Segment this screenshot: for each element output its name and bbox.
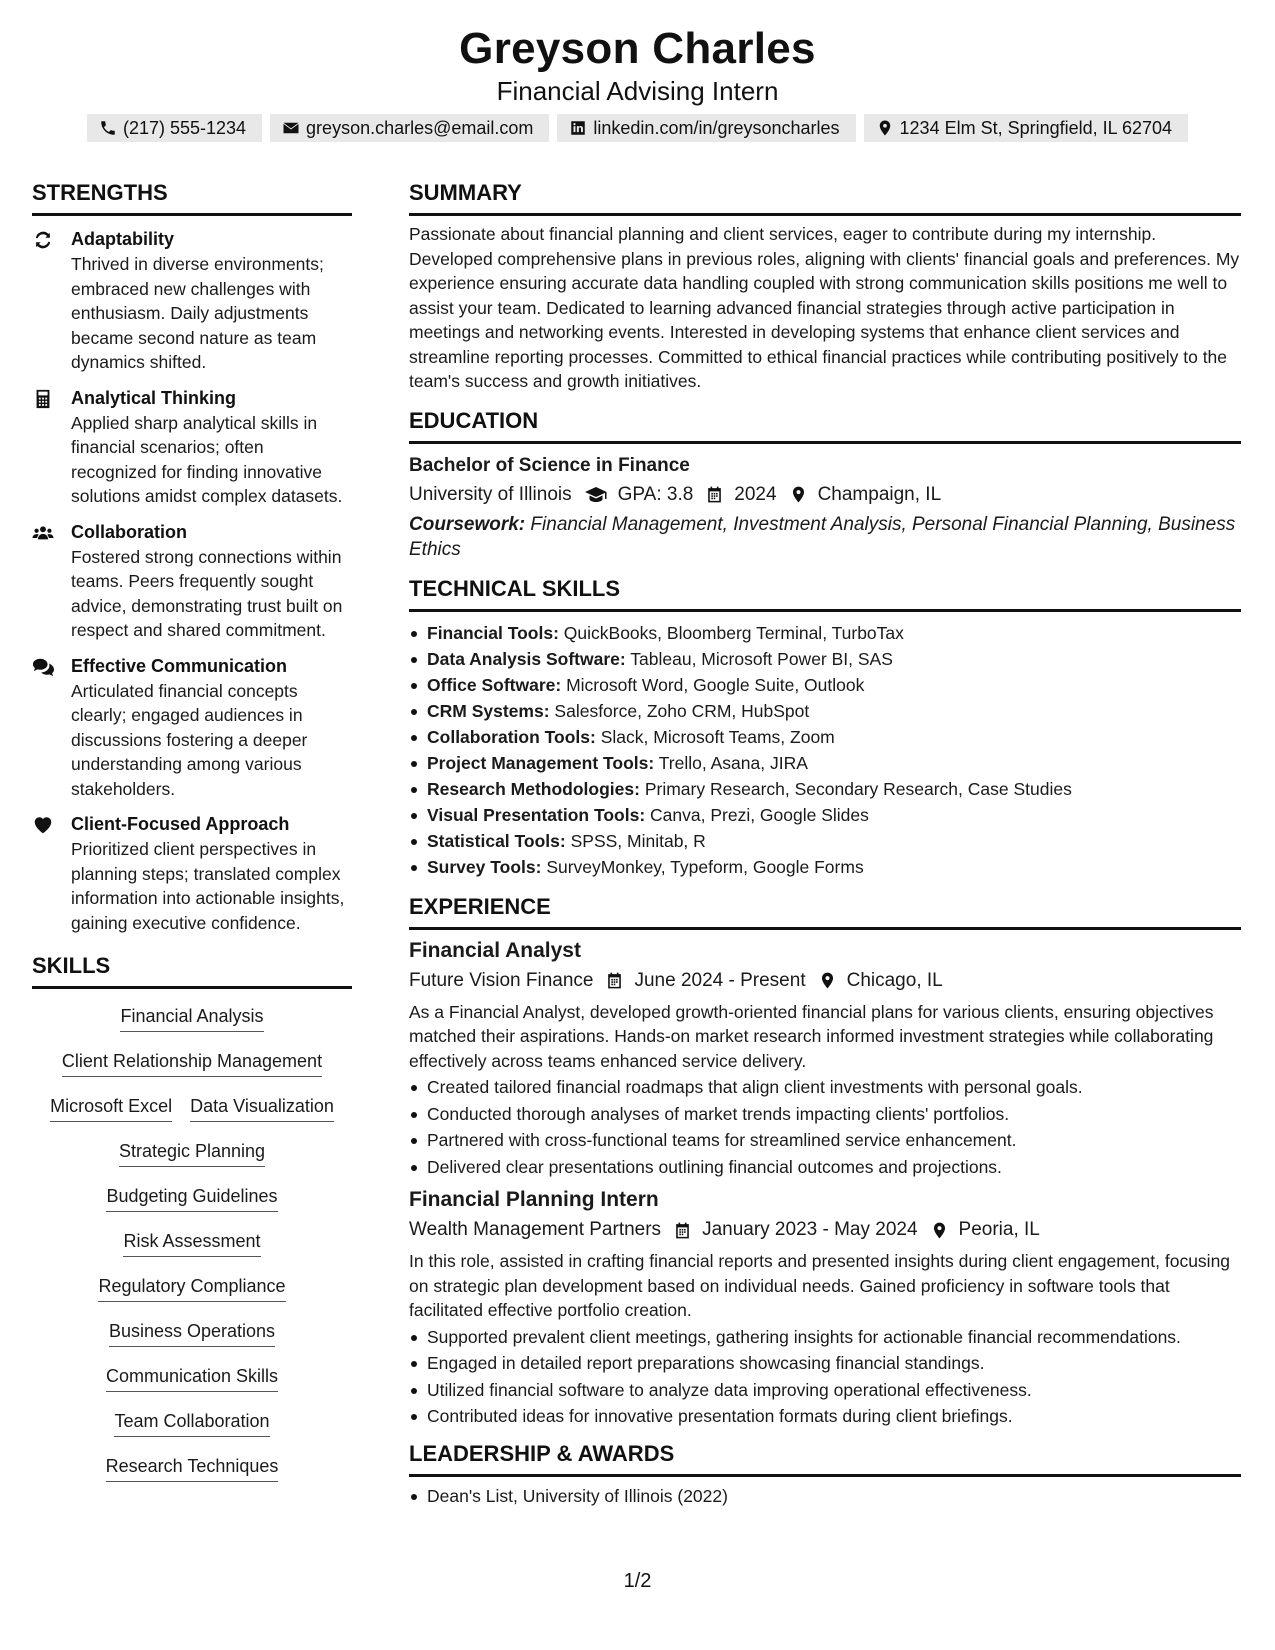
skill-values: Salesforce, Zoho CRM, HubSpot bbox=[554, 700, 810, 721]
skill-values: Tableau, Microsoft Power BI, SAS bbox=[630, 648, 893, 669]
skill-category: Collaboration Tools: bbox=[427, 726, 596, 747]
summary-text: Passionate about financial planning and client services, eager to contribute during my internship. Developed comprehensive plans in previous roles, aligning with clients' financial goals and preferences. My experience ensuring accurate data handling coupled with strong communication skills positions me well to assist your team. Dedicated to learning advanced financial strategies through active participation in meetings and networking events. Interested in developing systems that enhance client services and streamline reporting processes. Committed to ethical financial practices while contributing positively to the team's success and growth initiatives. bbox=[409, 224, 1240, 391]
contact-text: linkedin.com/in/greysoncharles bbox=[593, 117, 840, 138]
job-bullets bbox=[409, 1325, 1241, 1429]
list-item: Supported prevalent client meetings, gathering insights for actionable financial recommendations. bbox=[409, 1325, 1241, 1350]
envelope-icon bbox=[282, 119, 300, 137]
strength-title: Analytical Thinking bbox=[71, 387, 237, 408]
left-column bbox=[32, 178, 352, 1498]
list-item: Conducted thorough analyses of market trends impacting clients' portfolios. bbox=[409, 1102, 1241, 1127]
list-item bbox=[409, 620, 1241, 646]
list-item bbox=[409, 672, 1241, 698]
calendar-icon bbox=[673, 1221, 692, 1240]
graduation-cap-icon bbox=[584, 483, 608, 507]
job-title: Financial Analyst bbox=[409, 938, 581, 962]
education-heading: EDUCATION bbox=[409, 406, 1241, 444]
education-coursework bbox=[409, 512, 1241, 562]
strength-item bbox=[32, 519, 352, 643]
map-pin-icon bbox=[876, 119, 894, 137]
strength-item bbox=[32, 811, 352, 935]
summary-heading: SUMMARY bbox=[409, 178, 1241, 216]
job-meta bbox=[409, 1215, 1241, 1245]
job-title: Financial Planning Intern bbox=[409, 1188, 659, 1211]
skill-category: Visual Presentation Tools: bbox=[427, 804, 646, 825]
job-entry bbox=[409, 936, 1241, 1180]
contact-bar bbox=[0, 114, 1275, 142]
phone-icon bbox=[99, 119, 117, 137]
refresh-icon bbox=[32, 229, 54, 251]
skill-category: Data Analysis Software: bbox=[427, 648, 626, 669]
map-pin-icon bbox=[789, 485, 808, 504]
strength-item bbox=[32, 653, 352, 802]
job-description: In this role, assisted in crafting financial reports and presented insights during client engagement, focusing on strategic plan development based on individual needs. Gained proficiency in software tools that facilitated effective portfolio creation. bbox=[409, 1251, 1231, 1320]
heart-icon bbox=[32, 814, 54, 836]
strength-title: Client-Focused Approach bbox=[71, 814, 290, 834]
skill-tag: Strategic Planning bbox=[119, 1138, 265, 1167]
calculator-icon bbox=[32, 388, 54, 410]
skills-list bbox=[32, 989, 352, 1498]
experience-heading: EXPERIENCE bbox=[409, 892, 1241, 930]
list-item: Engaged in detailed report preparations showcasing financial standings. bbox=[409, 1351, 1241, 1376]
skill-category: Statistical Tools: bbox=[427, 830, 566, 851]
skill-values: Canva, Prezi, Google Slides bbox=[650, 804, 869, 825]
strength-title: Adaptability bbox=[71, 229, 175, 249]
skill-values: Trello, Asana, JIRA bbox=[658, 752, 808, 773]
list-item bbox=[409, 854, 1241, 880]
skill-category: Research Methodologies: bbox=[427, 778, 640, 799]
resume-header bbox=[0, 22, 1275, 106]
linkedin-icon bbox=[569, 119, 587, 137]
leadership-list bbox=[409, 1483, 1241, 1510]
list-item: Delivered clear presentations outlining financial outcomes and projections. bbox=[409, 1155, 1241, 1180]
skill-tag: Microsoft Excel bbox=[50, 1093, 172, 1122]
strength-desc: Prioritized client perspectives in planning steps; translated complex information into actionable insights, gaining executive confidence. bbox=[71, 839, 345, 933]
coursework-label: Coursework: bbox=[409, 513, 526, 535]
list-item bbox=[409, 776, 1241, 802]
list-item bbox=[409, 646, 1241, 672]
education-school: University of Illinois bbox=[409, 483, 572, 505]
right-column bbox=[409, 178, 1241, 1522]
education-meta bbox=[409, 480, 1241, 510]
strength-title: Effective Communication bbox=[71, 655, 288, 676]
candidate-name: Greyson Charles bbox=[459, 24, 816, 73]
calendar-icon bbox=[605, 971, 624, 990]
list-item bbox=[409, 724, 1241, 750]
list-item: Created tailored financial roadmaps that align client investments with personal goals. bbox=[409, 1075, 1241, 1100]
skill-tag: Budgeting Guidelines bbox=[106, 1183, 277, 1212]
skill-tag: Communication Skills bbox=[106, 1363, 278, 1392]
list-item bbox=[409, 802, 1241, 828]
calendar-icon bbox=[705, 485, 724, 504]
education-location: Champaign, IL bbox=[817, 483, 942, 505]
strength-desc: Fostered strong connections within teams. Peers frequently sought advice, demonstrating trust built on respect and shared commitment. bbox=[71, 546, 343, 640]
list-item bbox=[409, 698, 1241, 724]
contact-text: (217) 555-1234 bbox=[122, 117, 247, 138]
skill-category: Project Management Tools: bbox=[427, 752, 655, 773]
job-company: Future Vision Finance bbox=[409, 969, 594, 991]
contact-text: greyson.charles@email.com bbox=[306, 117, 534, 138]
education-degree: Bachelor of Science in Finance bbox=[409, 454, 690, 476]
job-location: Peoria, IL bbox=[958, 1219, 1040, 1240]
coursework-list: Financial Management, Investment Analysis, Personal Financial Planning, Business Ethics bbox=[409, 513, 1236, 560]
job-location: Chicago, IL bbox=[846, 969, 943, 991]
strengths-heading: STRENGTHS bbox=[32, 178, 352, 216]
strength-item bbox=[32, 226, 352, 375]
skill-category: CRM Systems: bbox=[427, 700, 550, 721]
list-item: Contributed ideas for innovative presentation formats during client briefings. bbox=[409, 1404, 1241, 1429]
skill-values: Slack, Microsoft Teams, Zoom bbox=[600, 726, 835, 747]
job-meta bbox=[409, 966, 1241, 996]
skills-heading: SKILLS bbox=[32, 951, 352, 989]
skill-category: Office Software: bbox=[427, 674, 562, 695]
leadership-heading: LEADERSHIP & AWARDS bbox=[409, 1439, 1241, 1477]
map-pin-icon bbox=[818, 971, 837, 990]
technical-skills-list bbox=[409, 620, 1241, 880]
education-gpa: GPA: 3.8 bbox=[617, 483, 694, 505]
strength-desc: Applied sharp analytical skills in financial scenarios; often recognized for finding innovative solutions amidst complex datasets. bbox=[71, 412, 343, 506]
map-pin-icon bbox=[930, 1221, 949, 1240]
education-year: 2024 bbox=[734, 483, 777, 505]
skill-tag: Team Collaboration bbox=[114, 1408, 269, 1437]
contact-text: 1234 Elm St, Springfield, IL 62704 bbox=[899, 117, 1173, 138]
job-entry bbox=[409, 1185, 1241, 1429]
skill-values: QuickBooks, Bloomberg Terminal, TurboTax bbox=[563, 622, 904, 643]
list-item: Dean's List, University of Illinois (2022) bbox=[409, 1483, 1241, 1510]
skill-tag: Financial Analysis bbox=[120, 1003, 263, 1032]
skill-values: Primary Research, Secondary Research, Case Studies bbox=[644, 778, 1072, 799]
skill-tag: Regulatory Compliance bbox=[98, 1273, 285, 1302]
candidate-title: Financial Advising Intern bbox=[496, 76, 779, 106]
strength-title: Collaboration bbox=[71, 521, 187, 542]
contact-email[interactable] bbox=[270, 114, 549, 142]
list-item bbox=[409, 750, 1241, 776]
users-icon bbox=[32, 522, 54, 544]
list-item: Partnered with cross-functional teams for streamlined service enhancement. bbox=[409, 1128, 1241, 1153]
contact-linkedin[interactable] bbox=[557, 114, 855, 142]
contact-phone[interactable] bbox=[87, 114, 262, 142]
strength-item bbox=[32, 385, 352, 509]
skill-tag: Business Operations bbox=[109, 1318, 275, 1347]
job-dates: June 2024 - Present bbox=[634, 969, 806, 991]
page-number: 1/2 bbox=[623, 1570, 652, 1592]
skill-category: Financial Tools: bbox=[427, 622, 559, 643]
skill-values: SurveyMonkey, Typeform, Google Forms bbox=[546, 856, 864, 877]
strength-desc: Thrived in diverse environments; embraced new challenges with enthusiasm. Daily adjustments became second nature as team dynamics shifted. bbox=[71, 254, 324, 372]
skill-tag: Client Relationship Management bbox=[62, 1048, 322, 1077]
technical-skills-heading: TECHNICAL SKILLS bbox=[409, 574, 1241, 612]
job-bullets bbox=[409, 1075, 1241, 1179]
list-item bbox=[409, 828, 1241, 854]
job-dates: January 2023 - May 2024 bbox=[702, 1219, 918, 1240]
job-description: As a Financial Analyst, developed growth-oriented financial plans for various clients, ensuring objectives matched their aspirations. Hands-on market research informed investment strategies while collaborating effectively across teams enhanced service delivery. bbox=[409, 1001, 1214, 1071]
job-company: Wealth Management Partners bbox=[409, 1219, 662, 1240]
skill-tag: Risk Assessment bbox=[123, 1228, 260, 1257]
strength-desc: Articulated financial concepts clearly; engaged audiences in discussions fostering a deeper understanding among various stakeholders. bbox=[71, 680, 308, 799]
list-item: Utilized financial software to analyze data improving operational effectiveness. bbox=[409, 1378, 1241, 1403]
skill-values: SPSS, Minitab, R bbox=[570, 830, 706, 851]
comments-icon bbox=[32, 656, 54, 678]
skill-values: Microsoft Word, Google Suite, Outlook bbox=[566, 674, 865, 695]
contact-address bbox=[864, 114, 1189, 142]
skill-category: Survey Tools: bbox=[427, 856, 542, 877]
skill-tag: Data Visualization bbox=[190, 1093, 334, 1122]
skill-tag: Research Techniques bbox=[106, 1453, 279, 1482]
